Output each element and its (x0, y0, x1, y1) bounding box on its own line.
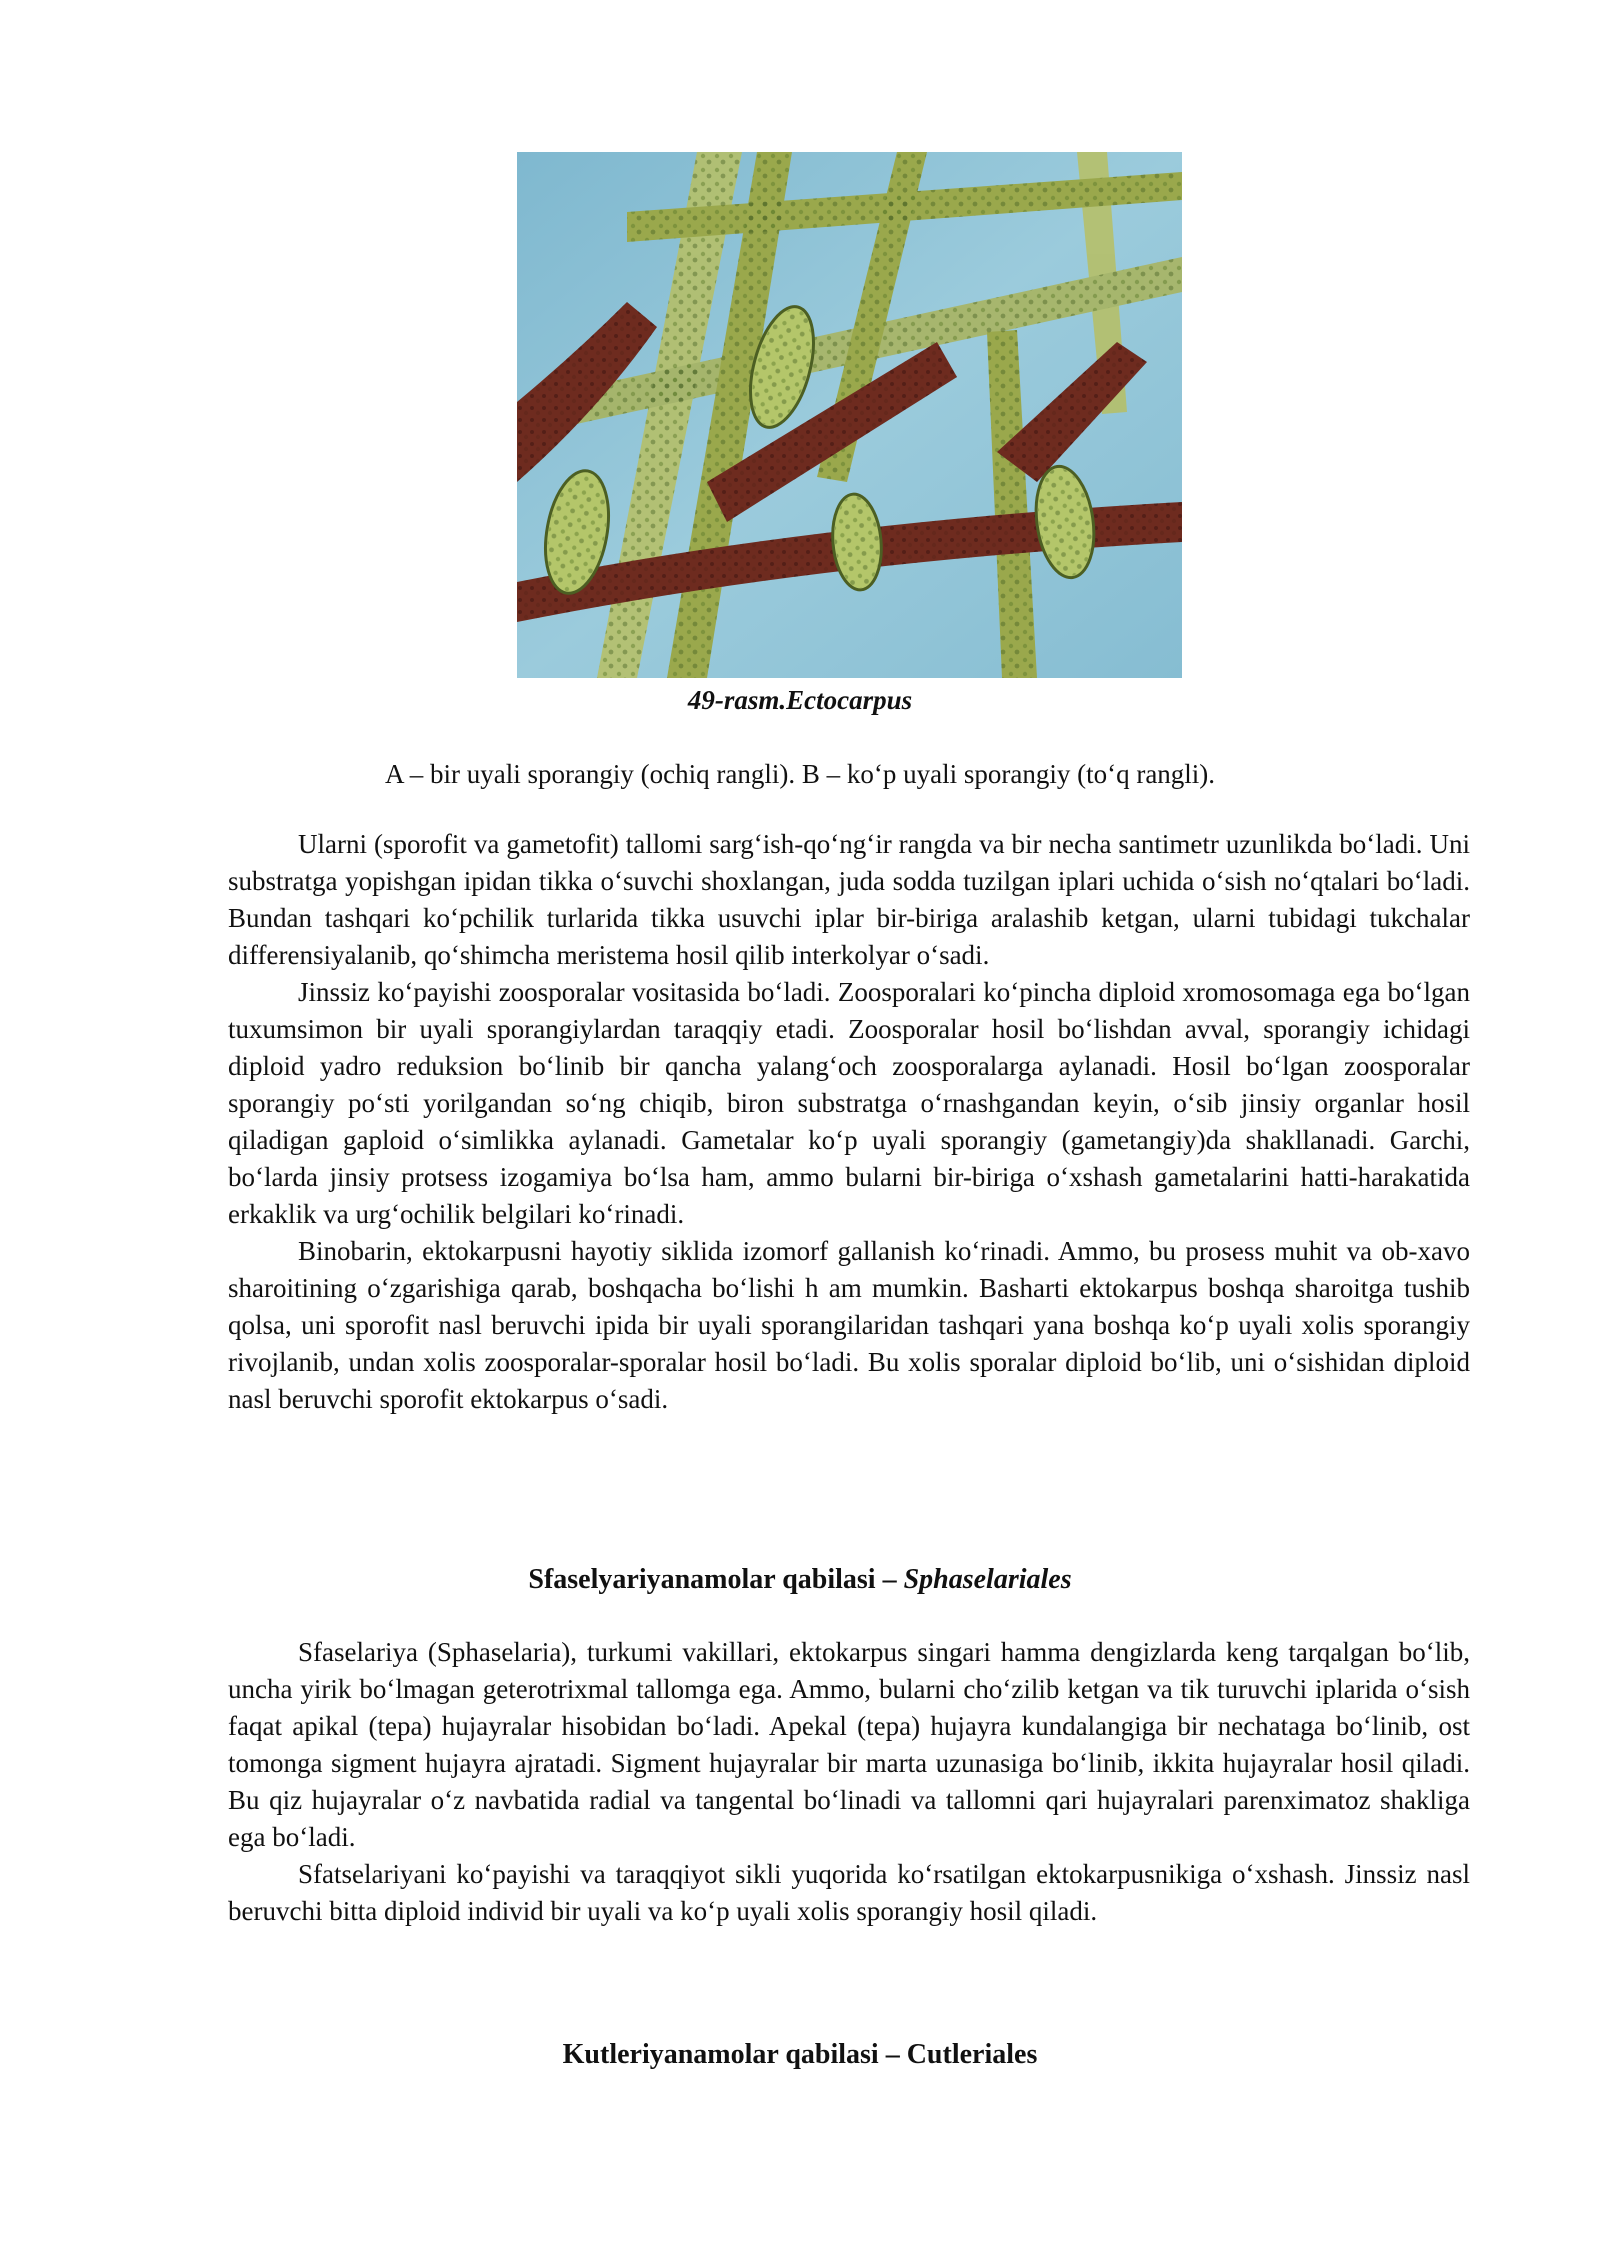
paragraph: Binobarin, ektokarpusni hayotiy siklida izomorf gallanish ko‘rinadi. Ammo, bu prosess muhit va ob-xavo sharoitining o‘zgarishiga qarab, boshqacha bo‘lishi h am mumkin. Basharti ektokarpus boshqa sharoitga tushib qolsa, uni sporofit nasl beruvchi ipida bir uyali sporangilaridan tashqari yana boshqa ko‘p uyali xolis sporangiy rivojlanib, undan xolis zoosporalar-sporalar hosil bo‘ladi. Bu xolis sporalar diploid bo‘lib, uni o‘sishidan diploid nasl beruvchi sporofit ektokarpus o‘sadi. (228, 1236, 1470, 1414)
section-heading-cutleriales: Kutleriyanamolar qabilasi – Cutleriales (562, 2039, 1038, 2070)
paragraph: Ularni (sporofit va gametofit) tallomi sarg‘ish-qo‘ng‘ir rangda va bir necha santimetr uzunlikda bo‘ladi. Uni substratga yopishgan ipidan tikka o‘suvchi shoxlangan, juda sodda tuzilgan iplari uchida o‘sish no‘qtalari bo‘ladi. Bundan tashqari ko‘pchilik turlarida tikka usuvchi iplar bir-biriga aralashib ketgan, ularni tubidagi tukchalar differensiyalanib, qo‘shimcha meristema hosil qilib interkolyar o‘sadi. (228, 829, 1470, 970)
section-2-body (228, 1634, 1470, 1930)
paragraph: Jinssiz ko‘payishi zoosporalar vositasida bo‘ladi. Zoosporalari ko‘pincha diploid xromosomaga ega bo‘lgan tuxumsimon bir uyali sporangiylardan taraqqiy etadi. Zoosporalar hosil bo‘lishdan avval, sporangiy ichidagi diploid yadro reduksion bo‘linib bir qancha yalang‘och zoosporalarga aylanadi. Hosil bo‘lgan zoosporalar sporangiy po‘sti yorilgandan so‘ng chiqib, biron substratga o‘rnashgandan keyin, o‘sib jinsiy organlar hosil qiladigan gaploid o‘simlikka aylanadi. Gametalar ko‘p uyali sporangiy (gametangiy)da shakllanadi. Garchi, bo‘larda jinsiy protsess izogamiya bo‘lsa ham, ammo bularni bir-biriga o‘xshash gametalarini hatti-harakatida erkaklik va urg‘ochilik belgilari ko‘rinadi. (228, 977, 1470, 1229)
section-heading-sphaselariales (0, 1562, 1600, 1598)
section-1-body (228, 826, 1470, 1418)
heading-latin-name: Sphaselariales (903, 1564, 1072, 1595)
paragraph: Sfatselariyani ko‘payishi va taraqqiyot sikli yuqorida ko‘rsatilgan ektokarpusnikiga o‘xshash. Jinssiz nasl beruvchi bitta diploid individ bir uyali va ko‘p uyali xolis sporangiy hosil qiladi. (228, 1859, 1470, 1926)
figure-caption: 49-rasm.Ectocarpus (687, 685, 913, 715)
ectocarpus-micrograph (517, 152, 1182, 678)
figure-subcaption: A – bir uyali sporangiy (ochiq rangli). B – ko‘p uyali sporangiy (to‘q rangli). (384, 759, 1216, 789)
paragraph: Sfaselariya (Sphaselaria), turkumi vakillari, ektokarpus singari hamma dengizlarda keng tarqalgan bo‘lib, uncha yirik bo‘lmagan geterotrixmal tallomga ega. Ammo, bularni cho‘zilib ketgan va tik turuvchi iplarida o‘sish faqat apikal (tepa) hujayralar hisobidan bo‘ladi. Apekal (tepa) hujayra kundalangiga bir nechataga bo‘linib, ost tomonga sigment hujayra ajratadi. Sigment hujayralar bir marta uzunasiga bo‘linib, ikkita hujayralar hosil qiladi. Bu qiz hujayralar o‘z navbatida radial va tangental bo‘linadi va tallomni qari hujayralari parenximatoz shakliga ega bo‘ladi. (228, 1637, 1470, 1852)
heading-text: Sfaselyariyanamolar qabilasi – (528, 1564, 904, 1595)
